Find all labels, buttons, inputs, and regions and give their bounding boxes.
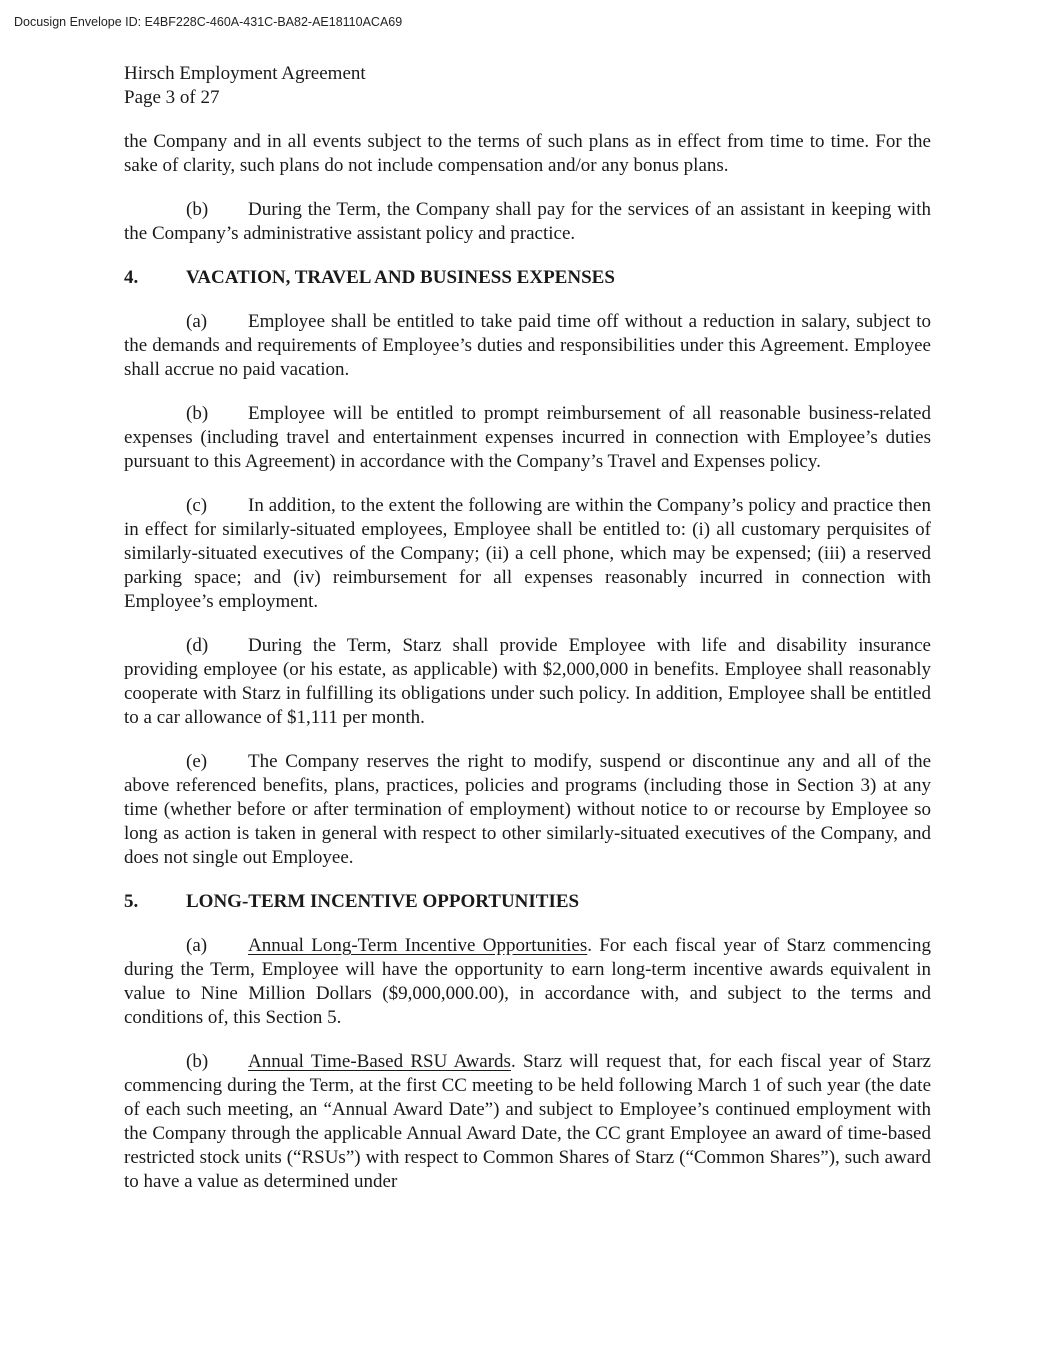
clause-text: The Company reserves the right to modify, suspend or discontinue any and all of the above referenced benefits, plans, practices, policies and programs (including those in Section 3) at any time (whether before or after termination of employment) without notice to or recourse by Employee so long as action is taken in general with respect to other similarly-situated executives of the Company, and does not single out Employee. [124, 751, 931, 868]
document-title: Hirsch Employment Agreement [124, 63, 366, 84]
clause-label: (b) [186, 1051, 209, 1072]
clause-text: During the Term, the Company shall pay for the services of an assistant in keeping with the Company’s administrative assistant policy and practice. [124, 199, 931, 244]
clause-label: (b) [186, 403, 209, 424]
page-number: Page 3 of 27 [124, 87, 220, 108]
clause-4a [124, 310, 931, 382]
clause-text: Employee will be entitled to prompt reimbursement of all reasonable business-related expenses (including travel and entertainment expenses incurred in connection with Employee’s duties pursuant to this Agreement) in accordance with the Company’s Travel and Expenses policy. [124, 403, 931, 472]
envelope-id: Docusign Envelope ID: E4BF228C-460A-431C-BA82-AE18110ACA69 [14, 15, 403, 29]
clause-3b [124, 198, 931, 246]
clause-label: (b) [186, 199, 209, 220]
clause-4d [124, 634, 931, 730]
section-title: VACATION, TRAVEL AND BUSINESS EXPENSES [186, 267, 615, 288]
clause-heading: Annual Time-Based RSU Awards [248, 1051, 511, 1072]
clause-text: Employee shall be entitled to take paid time off without a reduction in salary, subject to the demands and requirements of Employee’s duties and responsibilities under this Agreement. Employee shall accrue no paid vacation. [124, 311, 931, 380]
clause-4e [124, 750, 931, 870]
clause-4b [124, 402, 931, 474]
clause-text: In addition, to the extent the following are within the Company’s policy and practice then in effect for similarly-situated employees, Employee shall be entitled to: (i) all customary perquisites of similarly-situated executives of the Company; (ii) a cell phone, which may be expensed; (iii) a reserved parking space; and (iv) reimbursement for all expenses reasonably incurred in connection with Employee’s employment. [124, 495, 931, 612]
clause-text: During the Term, Starz shall provide Employee with life and disability insurance providing employee (or his estate, as applicable) with $2,000,000 in benefits. Employee shall reasonably cooperate with Starz in fulfilling its obligations under such policy. In addition, Employee shall be entitled to a car allowance of $1,111 per month. [124, 635, 931, 728]
clause-5a [124, 934, 931, 1030]
clause-text: . Starz will request that, for each fiscal year of Starz commencing during the Term, at the first CC meeting to be held following March 1 of such year (the date of each such meeting, an “Annual Award Date”) and subject to Employee’s continued employment with the Company through the applicable Annual Award Date, the CC grant Employee an award of time-based restricted stock units (“RSUs”) with respect to Common Shares of Starz (“Common Shares”), such award to have a value as determined under [124, 1051, 931, 1192]
clause-label: (a) [186, 311, 208, 332]
page-header [124, 62, 931, 110]
document-page [124, 62, 931, 1214]
section-4-heading [124, 266, 931, 290]
clause-5b [124, 1050, 931, 1194]
clause-label: (d) [186, 635, 209, 656]
clause-text: . For each fiscal year of Starz commencing during the Term, Employee will have the opportunity to earn long-term incentive awards equivalent in value to Nine Million Dollars ($9,000,000.00), in accordance with, and subject to the terms and conditions of, this Section 5. [124, 935, 931, 1028]
intro-paragraph: the Company and in all events subject to the terms of such plans as in effect from time to time. For the sake of clarity, such plans do not include compensation and/or any bonus plans. [124, 131, 931, 176]
section-title: LONG-TERM INCENTIVE OPPORTUNITIES [186, 891, 580, 912]
clause-heading: Annual Long-Term Incentive Opportunities [248, 935, 588, 956]
clause-4c [124, 494, 931, 614]
clause-label: (e) [186, 751, 208, 772]
section-5-heading [124, 890, 931, 914]
section-number: 5. [124, 891, 139, 912]
section-number: 4. [124, 267, 139, 288]
clause-label: (c) [186, 495, 208, 516]
clause-label: (a) [186, 935, 208, 956]
